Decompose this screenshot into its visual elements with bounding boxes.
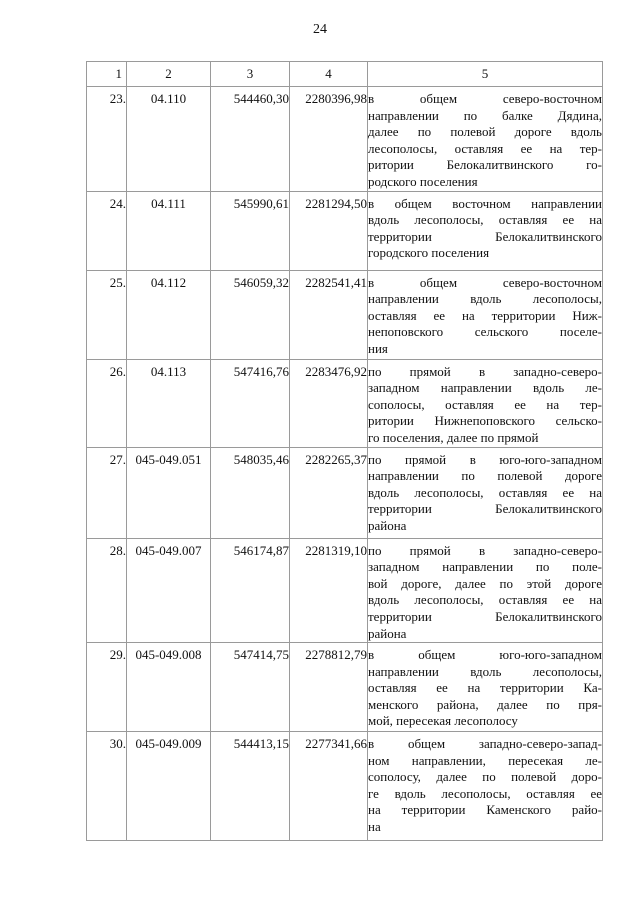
- description-line: направлении вдоль лесополосы,: [368, 291, 602, 307]
- y-coordinate-cell: 2277341,66: [290, 732, 368, 841]
- page-number: 24: [313, 22, 327, 37]
- description-line: района: [368, 517, 407, 533]
- description-line: в общем восточном направлении: [368, 195, 602, 211]
- description-line: ния: [368, 340, 388, 356]
- y-coordinate-cell: 2282541,41: [290, 270, 368, 359]
- table-row: [87, 191, 603, 270]
- y-coordinate-cell: 2281294,50: [290, 191, 368, 270]
- description-line: лесополосы, оставляя ее на тер-: [368, 140, 602, 156]
- description-line: территории Белокалитвинского: [368, 228, 602, 244]
- y-coordinate-cell: 2282265,37: [290, 447, 368, 538]
- header-col-4: 4: [290, 62, 368, 87]
- boundary-table: [86, 61, 603, 841]
- table-header: [87, 62, 603, 87]
- description-line: территории Белокалитвинского: [368, 608, 602, 624]
- description-line: в общем юго-юго-западном: [368, 647, 602, 663]
- x-coordinate-cell: 546174,87: [211, 538, 290, 643]
- header-col-2: 2: [127, 62, 211, 87]
- description-line: городского поселения: [368, 245, 490, 261]
- description-line: на: [368, 819, 381, 835]
- description-line: мой, пересекая лесополосу: [368, 713, 518, 729]
- table-row: [87, 270, 603, 359]
- description-line: вой дороге, далее по этой дороге: [368, 575, 602, 591]
- point-number-cell: 23.: [87, 87, 127, 192]
- table-body: [87, 87, 603, 841]
- description-cell: [368, 270, 603, 359]
- y-coordinate-cell: 2280396,98: [290, 87, 368, 192]
- table-row: [87, 643, 603, 732]
- description-line: го поселения, далее по прямой: [368, 429, 539, 445]
- table-row: [87, 87, 603, 192]
- table-row: [87, 538, 603, 643]
- header-col-5: 5: [368, 62, 603, 87]
- x-coordinate-cell: 546059,32: [211, 270, 290, 359]
- point-code-cell: 045-049.009: [127, 732, 211, 841]
- point-number-cell: 24.: [87, 191, 127, 270]
- description-line: сополосы, оставляя ее на тер-: [368, 396, 602, 412]
- x-coordinate-cell: 548035,46: [211, 447, 290, 538]
- description-line: далее по полевой дороге вдоль: [368, 124, 602, 140]
- table-row: [87, 732, 603, 841]
- point-number-cell: 26.: [87, 359, 127, 447]
- description-line: направлении по балке Дядина,: [368, 107, 602, 123]
- point-number-cell: 29.: [87, 643, 127, 732]
- description-line: ритории Белокалитвинского го-: [368, 157, 602, 173]
- table-row: [87, 447, 603, 538]
- point-code-cell: 045-049.007: [127, 538, 211, 643]
- y-coordinate-cell: 2278812,79: [290, 643, 368, 732]
- description-line: в общем северо-восточном: [368, 91, 602, 106]
- description-cell: [368, 643, 603, 732]
- header-col-1: 1: [87, 62, 127, 87]
- x-coordinate-cell: 544413,15: [211, 732, 290, 841]
- x-coordinate-cell: 544460,30: [211, 87, 290, 192]
- description-cell: [368, 191, 603, 270]
- description-line: направлении по полевой дороге: [368, 468, 602, 484]
- description-line: сополосу, далее по полевой доро-: [368, 769, 602, 785]
- description-line: вдоль лесополосы, оставляя ее на: [368, 212, 602, 228]
- point-number-cell: 30.: [87, 732, 127, 841]
- description-cell: [368, 447, 603, 538]
- description-line: по прямой в западно-северо-: [368, 542, 602, 558]
- header-row: [87, 62, 603, 87]
- description-line: ге вдоль лесополосы, оставляя ее: [368, 785, 602, 801]
- point-number-cell: 27.: [87, 447, 127, 538]
- x-coordinate-cell: 547416,76: [211, 359, 290, 447]
- description-line: по прямой в западно-северо-: [368, 363, 602, 379]
- description-line: оставляя ее на территории Ка-: [368, 680, 602, 696]
- table-row: [87, 359, 603, 447]
- description-line: непоповского сельского поселе-: [368, 324, 602, 340]
- point-code-cell: 04.111: [127, 191, 211, 270]
- description-cell: [368, 538, 603, 643]
- description-line: направлении вдоль лесополосы,: [368, 663, 602, 679]
- description-line: района: [368, 625, 407, 641]
- description-line: оставляя ее на территории Ниж-: [368, 307, 602, 323]
- point-code-cell: 045-049.008: [127, 643, 211, 732]
- description-line: западном направлении вдоль ле-: [368, 380, 602, 396]
- description-cell: [368, 359, 603, 447]
- description-line: менского района, далее по пря-: [368, 696, 602, 712]
- x-coordinate-cell: 547414,75: [211, 643, 290, 732]
- description-line: территории Белокалитвинского: [368, 501, 602, 517]
- point-code-cell: 04.112: [127, 270, 211, 359]
- y-coordinate-cell: 2281319,10: [290, 538, 368, 643]
- description-line: на территории Каменского райо-: [368, 802, 602, 818]
- description-line: вдоль лесополосы, оставляя ее на: [368, 484, 602, 500]
- description-line: в общем западно-северо-запад-: [368, 736, 602, 752]
- description-line: родского поселения: [368, 173, 478, 189]
- description-line: в общем северо-восточном: [368, 274, 602, 290]
- y-coordinate-cell: 2283476,92: [290, 359, 368, 447]
- point-code-cell: 045-049.051: [127, 447, 211, 538]
- point-number-cell: 28.: [87, 538, 127, 643]
- description-cell: [368, 732, 603, 841]
- point-code-cell: 04.110: [127, 87, 211, 192]
- header-col-3: 3: [211, 62, 290, 87]
- description-line: по прямой в юго-юго-западном: [368, 451, 602, 467]
- description-cell: [368, 87, 603, 192]
- description-line: ритории Нижнепоповского сельско-: [368, 413, 602, 429]
- description-line: ном направлении, пересекая ле-: [368, 752, 602, 768]
- point-number-cell: 25.: [87, 270, 127, 359]
- description-line: вдоль лесополосы, оставляя ее на: [368, 592, 602, 608]
- x-coordinate-cell: 545990,61: [211, 191, 290, 270]
- description-line: западном направлении по поле-: [368, 559, 602, 575]
- point-code-cell: 04.113: [127, 359, 211, 447]
